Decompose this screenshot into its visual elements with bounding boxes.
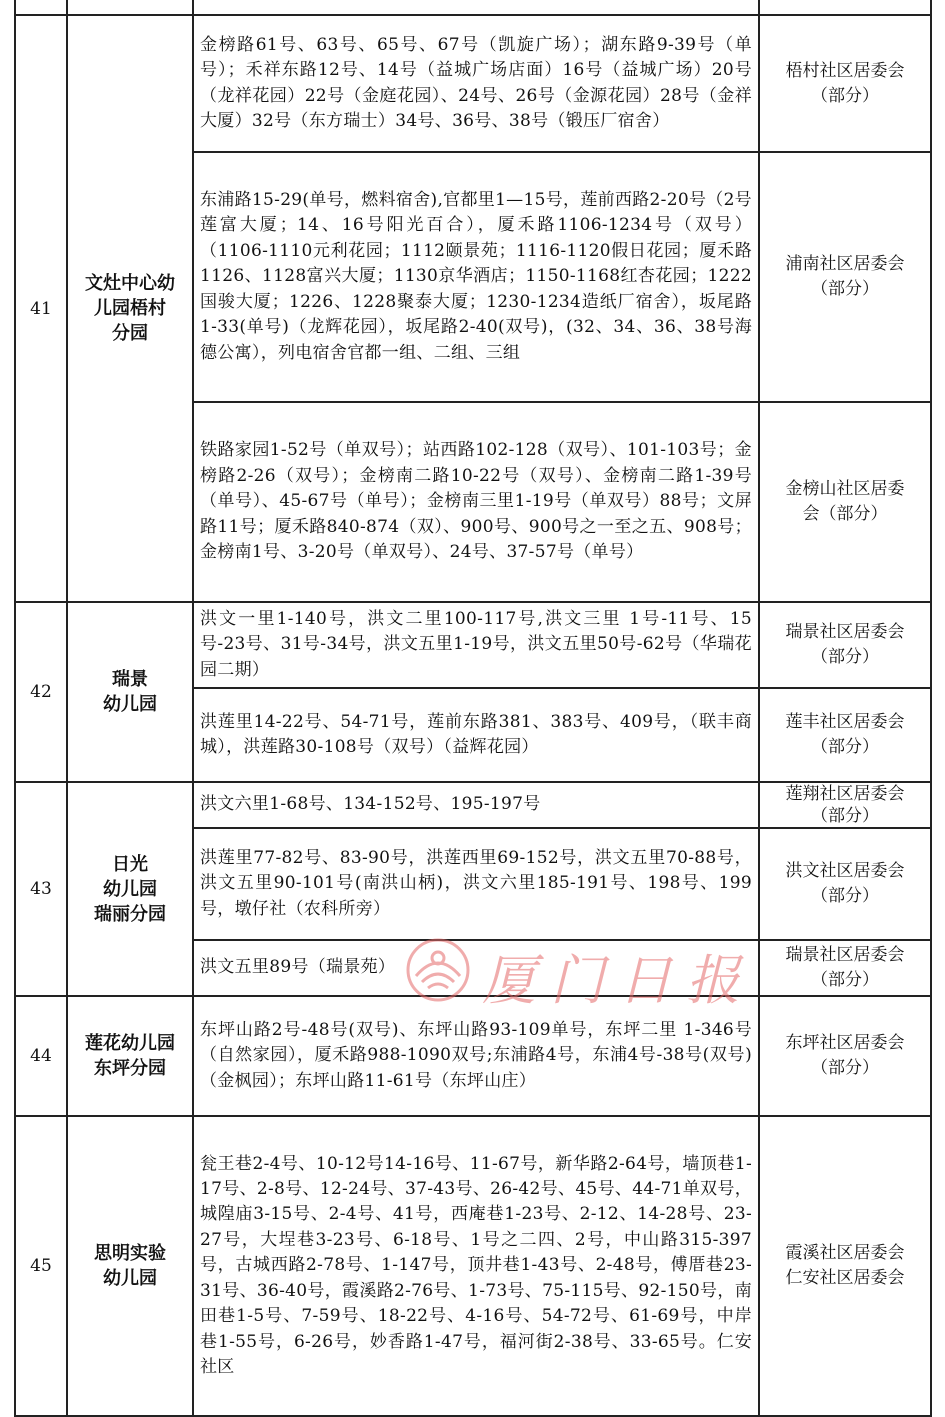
address-range: 洪文一里1-140号，洪文二里100-117号,洪文三里 1号-11号、15号-23号、31号-34号，洪文五里1-19号，洪文五里50号-62号（华瑞花园二期） [193, 602, 759, 688]
school-name: 瑞景 幼儿园 [67, 602, 193, 782]
community-committee: 金榜山社区居委 会（部分） [759, 402, 931, 602]
row-number: 43 [15, 782, 67, 996]
row-number: 41 [15, 15, 67, 602]
table-row [15, 782, 931, 828]
row-number: 44 [15, 996, 67, 1116]
community-committee: 浦南社区居委会 （部分） [759, 152, 931, 402]
address-range: 洪文五里89号（瑞景苑） [193, 940, 759, 996]
table-row [15, 602, 931, 688]
community-committee: 莲翔社区居委会 （部分） [759, 782, 931, 828]
school-name: 文灶中心幼 儿园梧村 分园 [67, 15, 193, 602]
address-range: 洪莲里77-82号、83-90号，洪莲西里69-152号，洪文五里70-88号，洪文五里90-101号(南洪山柄)，洪文六里185-191号、198号、199号，墩仔社（农科所旁） [193, 828, 759, 940]
table-row [15, 15, 931, 152]
row-number: 42 [15, 602, 67, 782]
school-name: 思明实验 幼儿园 [67, 1116, 193, 1416]
community-committee: 霞溪社区居委会 仁安社区居委会 [759, 1116, 931, 1416]
address-range: 洪莲里14-22号、54-71号，莲前东路381、383号、409号，（联丰商城），洪莲路30-108号（双号）（益辉花园） [193, 688, 759, 782]
address-range: 东浦路15-29(单号，燃料宿舍),官都里1—15号，莲前西路2-20号（2号莲富大厦；14、16号阳光百合），厦禾路1106-1234号（双号）（1106-1110元利花园；1112颐景苑；1116-1120假日花园；厦禾路1126、1128富兴大厦；1130京华酒店；1150-1168红杏花园；1222国骏大厦；1226、1228聚泰大厦；1230-1234造纸厂宿舍），坂尾路1-33(单号)（龙辉花园），坂尾路2-40(双号)，(32、34、36、38号海德公寓），列电宿舍官都一组、二组、三组 [193, 152, 759, 402]
community-committee: 梧村社区居委会 （部分） [759, 15, 931, 152]
community-committee: 莲丰社区居委会 （部分） [759, 688, 931, 782]
school-name: 日光 幼儿园 瑞丽分园 [67, 782, 193, 996]
table-row [15, 1116, 931, 1416]
community-committee: 瑞景社区居委会 （部分） [759, 940, 931, 996]
address-range: 金榜路61号、63号、65号、67号（凯旋广场）；湖东路9-39号（单号）；禾祥东路12号、14号（益城广场店面）16号（益城广场）20号（龙祥花园）22号（金庭花园）、24号、26号（金源花园）28号（金祥大厦）32号（东方瑞士）34号、36号、38号（锻压厂宿舍） [193, 15, 759, 152]
address-range: 铁路家园1-52号（单双号）；站西路102-128（双号）、101-103号；金榜路2-26（双号）；金榜南二路10-22号（双号）、金榜南二路1-39号（单号）、45-67号（单号）；金榜南三里1-19号（单双号）88号；文屏路11号；厦禾路840-874（双）、900号、900号之一至之五、908号；金榜南1号、3-20号（单双号）、24号、37-57号（单号） [193, 402, 759, 602]
school-name: 莲花幼儿园 东坪分园 [67, 996, 193, 1116]
table-row [15, 996, 931, 1116]
table-row [15, 0, 931, 15]
address-range: 瓮王巷2-4号、10-12号14-16号、11-67号，新华路2-64号，墙顶巷1-17号、2-8号、12-24号、37-43号、26-42号、45号、44-71单双号，城隍庙3-15号、2-4号、41号，西庵巷1-23号、2-12、14-28号、23-27号，大埕巷3-23号、6-18号、1号之二四、2号，中山路315-397号，古城西路2-78号、1-147号，顶井巷1-43号、2-48号，傅厝巷23-31号、36-40号，霞溪路2-76号、1-73号、75-115号、92-150号，南田巷1-5号、7-59号、18-22号、4-16号、54-72号、61-69号，中岸巷1-55号，6-26号，妙香路1-47号，福河街2-38号、33-65号。仁安社区 [193, 1116, 759, 1416]
district-kindergarten-table [14, 0, 932, 1417]
community-committee: 洪文社区居委会 （部分） [759, 828, 931, 940]
community-committee: 瑞景社区居委会 （部分） [759, 602, 931, 688]
row-number: 45 [15, 1116, 67, 1416]
community-committee: 东坪社区居委会 （部分） [759, 996, 931, 1116]
address-range: 洪文六里1-68号、134-152号、195-197号 [193, 782, 759, 828]
watermark-text: 厦门日报 [482, 949, 754, 1012]
address-range: 东坪山路2号-48号(双号)、东坪山路93-109单号，东坪二里 1-346号（自然家园），厦禾路988-1090双号;东浦路4号，东浦4号-38号(双号)（金枫园）；东坪山路11-61号（东坪山庄） [193, 996, 759, 1116]
